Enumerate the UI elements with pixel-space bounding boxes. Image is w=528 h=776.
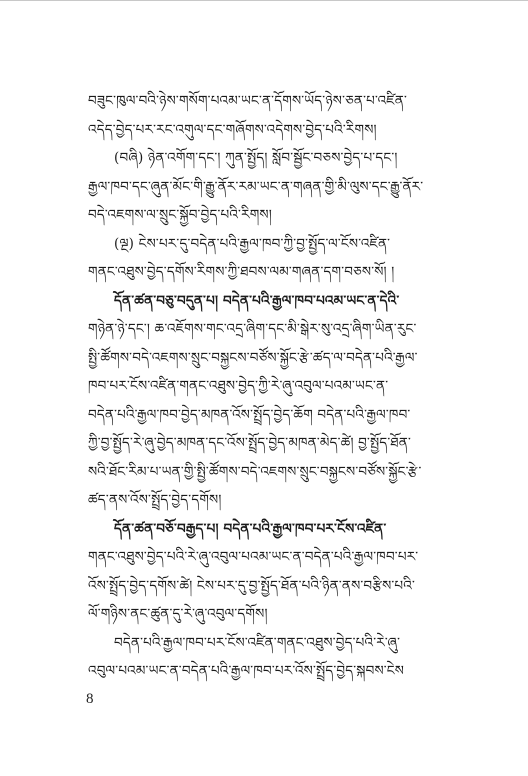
text-line: བདེན་པའི་རྒྱལ་ཁབ་བྱེད་མཁན་འོས་སྤྲོད་བྱེད་ཆོག བདེན་པའི་རྒྱལ་ཁབ་ — [88, 406, 411, 423]
text-line: (བཞི) ཉེན་འགོག་དང་། ཀུན་སྤྱོད། སློབ་སྦྱོང་བཅས་བྱེད་པ་དང་། — [114, 150, 398, 166]
text-line: གནང་འཐུས་བྱེད་དགོས་རིགས་ཀྱི་ཐབས་ལམ་གཞན་དག་བཅས་སོ། ། — [88, 264, 395, 280]
text-line: ཀྱི་བྱ་སྤྱོད་རེ་ཞུ་བྱེད་མཁན་དང་འོས་སྤྲོད་བྱེད་མཁན་མེད་ཚེ། བྱ་སྤྱོད་ཐོན་ — [88, 435, 411, 451]
text-line: བདེན་པའི་རྒྱལ་ཁབ་པར་ངོས་འཛིན་གནང་འཐུས་བྱེད་པའི་རེ་ཞུ་ — [114, 634, 401, 651]
text-line: བཟུང་ཁུལ་བའི་ཉེས་གསོག་པའམ་ཡང་ན་དོགས་ཡོད་ཉེས་ཅན་པ་འཛིན་ — [88, 93, 407, 109]
text-line: གནང་འཐུས་བྱེད་པའི་རེ་ཞུ་འབུལ་པའམ་ཡང་ན་བདེན་པའི་རྒྱལ་ཁབ་པར་ — [88, 549, 419, 565]
article-heading-line: དོན་ཚན་བཅུ་བདུན་པ། བདེན་པའི་རྒྱལ་ཁབ་པའམ་ཡང་ན་དེའི་ — [114, 292, 400, 309]
text-line: རྒྱལ་ཁབ་དང་ཞུན་མོང་གི་རྒྱུ་ནོར་རམ་ཡང་ན་གཞན་གྱི་མི་ལུས་དང་རྒྱུ་ནོར་ — [88, 178, 424, 195]
text-line: བདེ་འཇགས་ལ་སྲུང་སྐྱོབ་བྱེད་པའི་རིགས། — [88, 207, 272, 223]
text-line: ཚད་ནས་འོས་སྤྲོད་བྱེད་དགོས། — [88, 492, 222, 508]
body-text — [88, 87, 468, 686]
text-line: ཁབ་པར་ངོས་འཛིན་གནང་འཐུས་བྱེད་ཀྱི་རེ་ཞུ་འབུལ་པའམ་ཡང་ན་ — [88, 378, 389, 394]
page-number: 8 — [86, 691, 94, 707]
text-line: ལོ་གཉིས་ནང་ཚུན་དུ་རེ་ཞུ་འབུལ་དགོས། — [88, 606, 268, 622]
text-line: འདེད་བྱེད་པར་རང་འགུལ་དང་གཞོགས་འདེགས་བྱེད་པའི་རིགས། — [88, 121, 377, 138]
text-line: འབུལ་པའམ་ཡང་ན་བདེན་པའི་རྒྱལ་ཁབ་པར་འོས་སྤྲོད་བྱེད་སྐབས་ངེས — [88, 663, 405, 679]
article-heading-line: དོན་ཚན་བཅོ་བརྒྱད་པ། བདེན་པའི་རྒྱལ་ཁབ་པར་ངོས་འཛིན་ — [114, 520, 387, 537]
text-line: གཉེན་ཉེ་དང་། ཆ་འཇོགས་གང་འདྲ་ཞིག་དང་མི་སྒེར་སུ་འདྲ་ཞིག་ཡིན་རུང་ — [88, 321, 417, 337]
text-line: སའི་ཐོང་རིམ་པ་ཡན་གྱི་སྤྱི་ཚོགས་བདེ་འཇགས་སྲུང་བསྐྱངས་བཙོས་སྐྱོང་རྩེ་ — [88, 463, 422, 480]
text-line: སྤྱི་ཚོགས་བདེ་འཇགས་སྲུང་བསྐྱངས་བཙོས་སྐྱོང་རྩེ་ཚད་ལ་བདེན་པའི་རྒྱལ་ — [88, 349, 418, 366]
text-line: འོས་སྤྲོད་བྱེད་དགོས་ཚེ། ངེས་པར་དུ་བྱ་སྤྱོད་ཐོན་པའི་ཉིན་ནས་བརྩིས་པའི་ — [88, 577, 416, 594]
text-line: (ལྔ) ངེས་པར་དུ་བདེན་པའི་རྒྱལ་ཁབ་ཀྱི་བྱ་སྤྱོད་ལ་ངོས་འཛིན་ — [114, 235, 391, 252]
